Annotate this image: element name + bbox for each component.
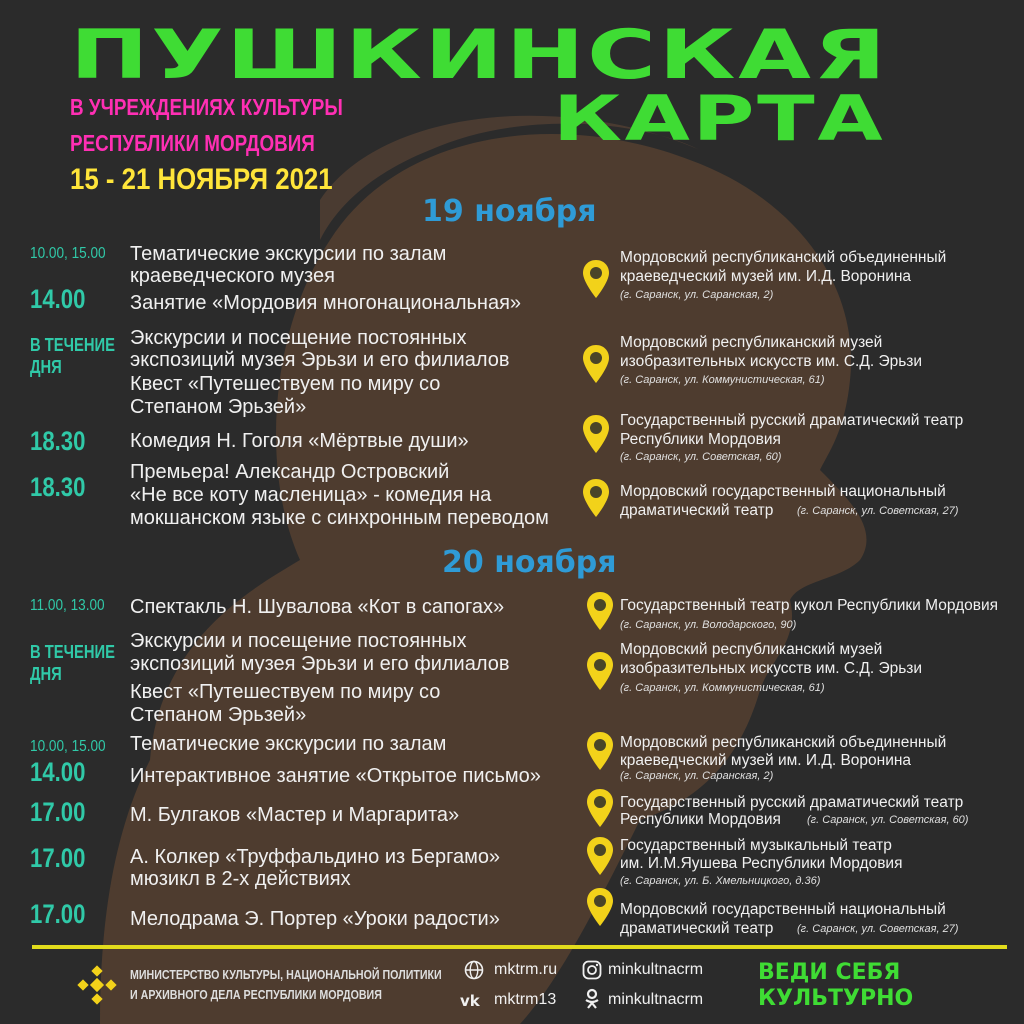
event-text: Степаном Эрьзей» [130,704,307,726]
time-label: 17.00 [30,843,86,873]
event-dates: 15 - 21 НОЯБРЯ 2021 [70,163,333,196]
location-pin-icon [582,344,610,384]
venue-address: (г. Саранск, ул. Саранская, 2) [620,289,774,301]
event-text: Экскурсии и посещение постоянных [130,630,467,652]
event-text: А. Колкер «Труффальдино из Бергамо» [130,846,501,868]
event-text: «Не все коту масленица» - комедия на [130,484,492,506]
location-pin-icon [586,836,614,876]
event-text: Премьера! Александр Островский [130,461,450,483]
location-pin-icon [582,414,610,454]
time-label: 14.00 [30,284,86,314]
footer-divider [32,945,1007,949]
venue-address: (г. Саранск, ул. Коммунистическая, 61) [620,682,825,694]
time-label-all-day: В ТЕЧЕНИЕ ДНЯ [30,642,115,684]
venue-name: Мордовский республиканский объединенный [620,249,947,266]
svg-text:vk: vk [460,992,480,1008]
vk-link[interactable]: mktrm13 [494,991,557,1008]
venue-name: Мордовский государственный национальный [620,483,946,500]
vk-icon [460,992,488,1008]
venue-address: (г. Саранск, ул. Б. Хмельницкого, д.36) [620,875,821,887]
title-karta: КАРТА [553,82,886,155]
venue-address: (г. Саранск, ул. Советская, 27) [797,505,959,517]
event-text: экспозиций музея Эрьзи и его филиалов [130,653,510,675]
slogan-line1: ВЕДИ СЕБЯ [758,960,901,985]
venue-name: изобразительных искусств им. С.Д. Эрьзи [620,353,923,370]
venue-name: Мордовский республиканский музей [620,641,883,658]
venue-name: драматический театр [620,502,774,519]
venue-name: Государственный театр кукол Республики Мордовия [620,597,999,614]
time-label: 18.30 [30,426,86,456]
venue-address: (г. Саранск, ул. Володарского, 90) [620,619,797,631]
venue-name: Республики Мордовия [620,811,781,828]
instagram-link[interactable]: minkultnacrm [608,961,704,978]
venue-name: драматический театр [620,920,774,937]
location-pin-icon [582,259,610,299]
event-text: экспозиций музея Эрьзи и его филиалов [130,349,510,371]
event-text: Экскурсии и посещение постоянных [130,327,467,349]
event-text: Степаном Эрьзей» [130,396,307,418]
time-label: 11.00, 13.00 [30,597,105,614]
venue-name: Государственный русский драматический театр [620,794,964,811]
venue-name: краеведческий музей им. И.Д. Воронина [620,268,912,285]
venue-address: (г. Саранск, ул. Советская, 60) [620,451,782,463]
ministry-name-line2: И АРХИВНОГО ДЕЛА РЕСПУБЛИКИ МОРДОВИЯ [130,987,382,1002]
location-pin-icon [586,887,614,927]
day-heading-19: 19 ноября [422,194,597,229]
event-text: мокшанском языке с синхронным переводом [130,507,549,529]
venue-name: Государственный русский драматический театр [620,412,964,429]
subtitle-line2: РЕСПУБЛИКИ МОРДОВИЯ [70,130,315,156]
event-text: Спектакль Н. Шувалова «Кот в сапогах» [130,596,505,618]
venue-name: краеведческий музей им. И.Д. Воронина [620,752,912,769]
day-heading-20: 20 ноября [442,545,617,580]
location-pin-icon [586,651,614,691]
event-text: Тематические экскурсии по залам [130,733,447,755]
venue-address: (г. Саранск, ул. Саранская, 2) [620,770,774,782]
website-link[interactable]: mktrm.ru [494,961,558,978]
odnoklassniki-icon [584,988,600,1010]
odnoklassniki-link[interactable]: minkultnacrm [608,991,704,1008]
instagram-icon [582,960,602,980]
event-text: М. Булгаков «Мастер и Маргарита» [130,804,460,826]
event-text: Квест «Путешествуем по миру со [130,681,441,703]
ministry-emblem-icon [76,964,118,1006]
time-label: 14.00 [30,757,86,787]
subtitle-line1: В УЧРЕЖДЕНИЯХ КУЛЬТУРЫ [70,94,343,120]
event-text: Тематические экскурсии по залам [130,243,447,265]
event-text: Интерактивное занятие «Открытое письмо» [130,765,541,787]
time-label: 18.30 [30,472,86,502]
venue-name: Мордовский государственный национальный [620,901,946,918]
venue-name: изобразительных искусств им. С.Д. Эрьзи [620,660,923,677]
event-text: Квест «Путешествуем по миру со [130,373,441,395]
time-label-all-day: В ТЕЧЕНИЕ ДНЯ [30,335,115,377]
event-text: Занятие «Мордовия многонациональная» [130,292,522,314]
venue-address: (г. Саранск, ул. Коммунистическая, 61) [620,374,825,386]
event-text: мюзикл в 2-х действиях [130,868,351,890]
venue-name: им. И.М.Яушева Республики Мордовия [620,855,903,872]
venue-name: Мордовский республиканский музей [620,334,883,351]
time-label: 10.00, 15.00 [30,245,106,262]
title-pushkinskaya: ПУШКИНСКАЯ [70,16,889,95]
event-text: краеведческого музея [130,265,335,287]
time-label: 17.00 [30,899,86,929]
location-pin-icon [586,591,614,631]
location-pin-icon [586,731,614,771]
globe-icon [464,960,484,980]
venue-address: (г. Саранск, ул. Советская, 27) [797,923,959,935]
venue-name: Мордовский республиканский объединенный [620,734,947,751]
slogan-line2: КУЛЬТУРНО [758,986,914,1011]
time-label: 10.00, 15.00 [30,738,106,755]
venue-name: Государственный музыкальный театр [620,837,892,854]
ministry-name-line1: МИНИСТЕРСТВО КУЛЬТУРЫ, НАЦИОНАЛЬНОЙ ПОЛИТИКИ [130,967,442,982]
event-text: Комедия Н. Гоголя «Мёртвые души» [130,430,469,452]
time-label: 17.00 [30,797,86,827]
event-text: Мелодрама Э. Портер «Уроки радости» [130,908,500,930]
venue-name: Республики Мордовия [620,431,781,448]
location-pin-icon [582,478,610,518]
location-pin-icon [586,788,614,828]
venue-address: (г. Саранск, ул. Советская, 60) [807,814,969,826]
